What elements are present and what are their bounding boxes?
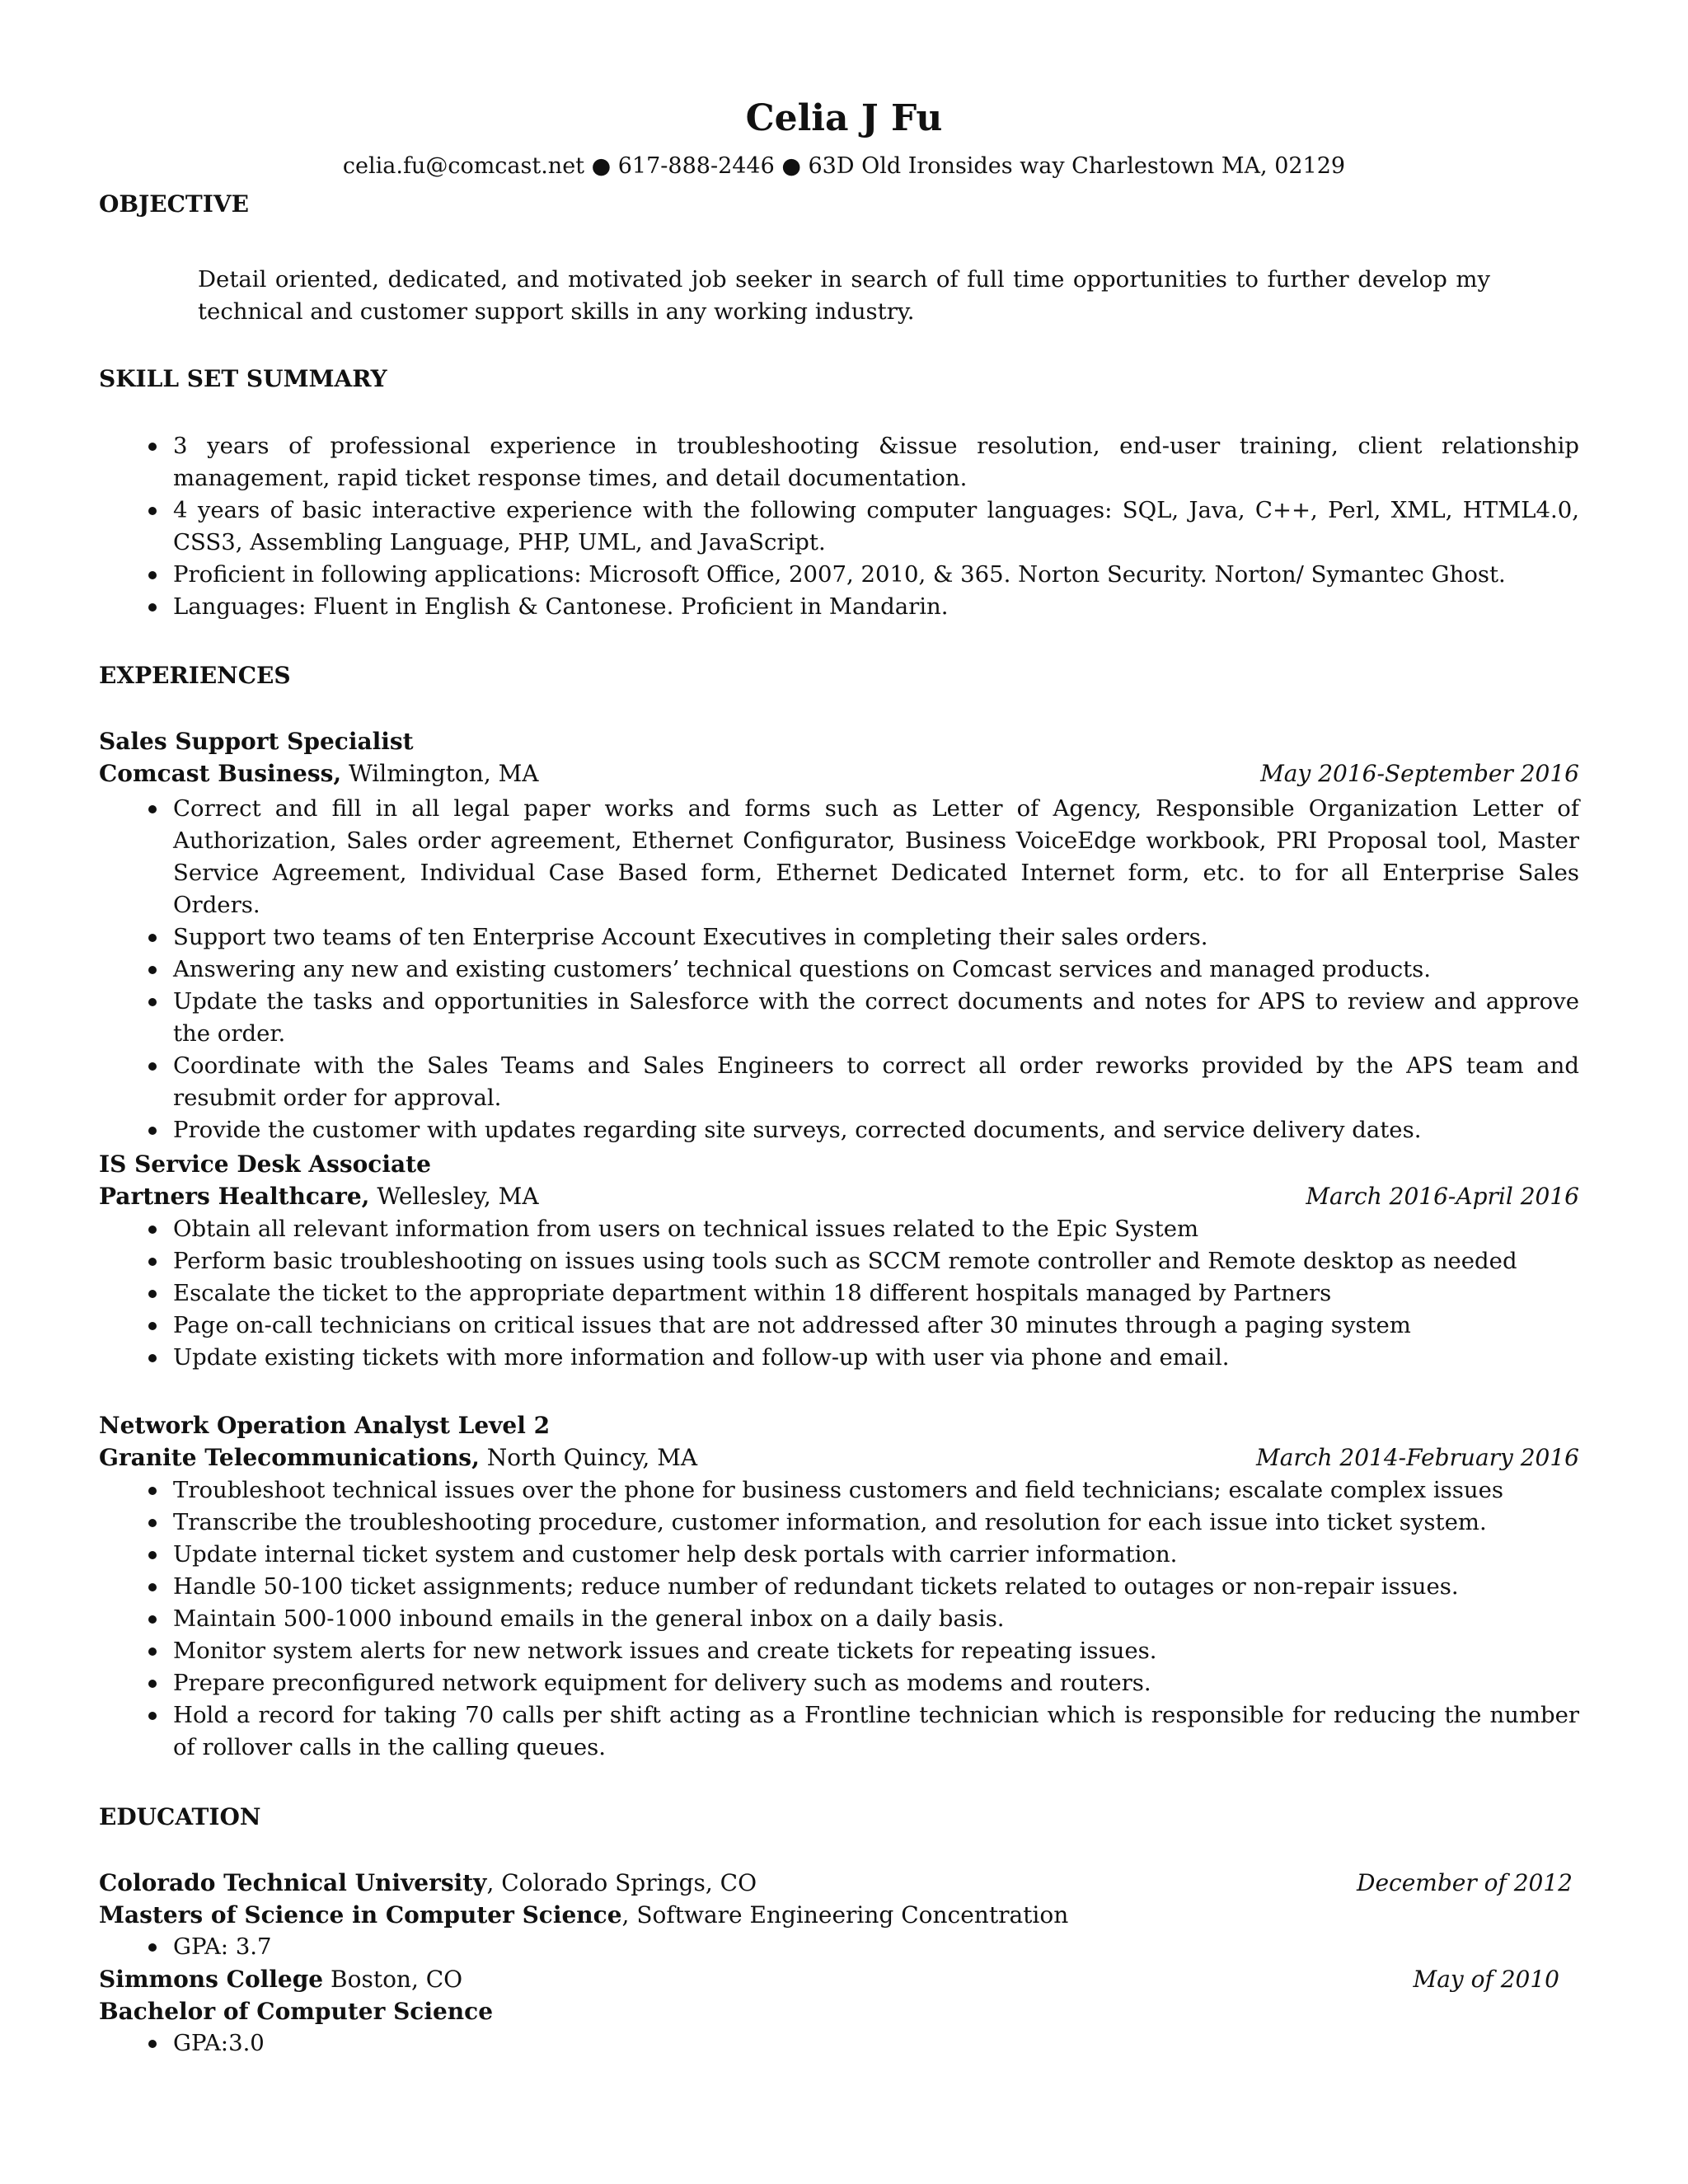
list-item: Page on-call technicians on critical issues that are not addressed after 30 minutes through a paging system bbox=[145, 1310, 1579, 1342]
degree-row bbox=[99, 1899, 1579, 1932]
graduation-date: December of 2012 bbox=[1357, 1869, 1573, 1896]
school-location: Boston, CO bbox=[323, 1966, 463, 1993]
bullet-icon bbox=[148, 998, 157, 1006]
bullet-icon bbox=[148, 1583, 157, 1591]
list-item: GPA:3.0 bbox=[145, 2027, 1579, 2060]
list-item: Update the tasks and opportunities in Salesforce with the correct documents and notes for APS to review and approve the order. bbox=[145, 986, 1579, 1050]
education-heading: EDUCATION bbox=[99, 1803, 261, 1830]
list-item: Proficient in following applications: Microsoft Office, 2007, 2010, & 365. Norton Security. Norton/ Symantec Ghost. bbox=[145, 559, 1579, 591]
list-item: Prepare preconfigured network equipment for delivery such as modems and routers. bbox=[145, 1667, 1579, 1699]
bullet-icon bbox=[148, 443, 157, 451]
school-name: Colorado Technical University bbox=[99, 1869, 487, 1896]
bullet-icon bbox=[148, 1615, 157, 1624]
list-item: Obtain all relevant information from users on technical issues related to the Epic System bbox=[145, 1213, 1579, 1245]
bullet-icon bbox=[148, 603, 157, 612]
list-item: Correct and fill in all legal paper works and forms such as Letter of Agency, Responsible Organization Letter of Authorization, Sales order agreement, Ethernet Configurator, Business VoiceEdge workbook, PRI Proposal tool, Master Service Agreement, Individual Case Based form, Ethernet Dedicated Internet form, etc. to for all Enterprise Sales Orders. bbox=[145, 793, 1579, 921]
list-item: Languages: Fluent in English & Cantonese. Proficient in Mandarin. bbox=[145, 591, 1579, 623]
list-item: Perform basic troubleshooting on issues using tools such as SCCM remote controller and Remote desktop as needed bbox=[145, 1245, 1579, 1277]
list-item: 4 years of basic interactive experience with the following computer languages: SQL, Java, C++, Perl, XML, HTML4.0, CSS3, Assembling Language, PHP, UML, and JavaScript. bbox=[145, 494, 1579, 559]
bullet-icon bbox=[148, 2040, 157, 2048]
job-title: Sales Support Specialist bbox=[99, 728, 414, 755]
list-item: Monitor system alerts for new network issues and create tickets for repeating issues. bbox=[145, 1635, 1579, 1667]
objective-text: Detail oriented, dedicated, and motivated job seeker in search of full time opportunities to further develop my technical and customer support skills in any working industry. bbox=[198, 266, 1490, 325]
job-duties-list bbox=[145, 1213, 1579, 1374]
bullet-icon bbox=[148, 571, 157, 579]
job-duties-list bbox=[145, 1474, 1579, 1764]
list-item: Handle 50-100 ticket assignments; reduce number of redundant tickets related to outages or non-repair issues. bbox=[145, 1571, 1579, 1603]
list-item: Troubleshoot technical issues over the phone for business customers and field technicians; escalate complex issues bbox=[145, 1474, 1579, 1507]
degree-row bbox=[99, 1995, 1579, 2028]
school-row bbox=[99, 1963, 1559, 1996]
job-title: Network Operation Analyst Level 2 bbox=[99, 1412, 551, 1439]
company-name: Partners Healthcare, bbox=[99, 1183, 370, 1210]
job-location: Wilmington, MA bbox=[341, 760, 539, 787]
skills-list bbox=[145, 430, 1579, 623]
job-employer-row bbox=[99, 1441, 1579, 1474]
list-item: 3 years of professional experience in troubleshooting &issue resolution, end-user training, client relationship management, rapid ticket response times, and detail documentation. bbox=[145, 430, 1579, 494]
list-item: GPA: 3.7 bbox=[145, 1931, 1579, 1963]
list-item: Support two teams of ten Enterprise Account Executives in completing their sales orders. bbox=[145, 921, 1579, 954]
list-item: Escalate the ticket to the appropriate department within 18 different hospitals managed by Partners bbox=[145, 1277, 1579, 1310]
objective-heading: OBJECTIVE bbox=[99, 190, 249, 218]
bullet-icon bbox=[148, 1943, 157, 1952]
list-item: Transcribe the troubleshooting procedure, customer information, and resolution for each issue into ticket system. bbox=[145, 1507, 1579, 1539]
bullet-icon bbox=[148, 1127, 157, 1135]
job-duties-list bbox=[145, 793, 1579, 1146]
school-name: Simmons College bbox=[99, 1966, 324, 1993]
job-location: Wellesley, MA bbox=[369, 1183, 539, 1210]
bullet-icon bbox=[148, 1062, 157, 1071]
bullet-icon bbox=[148, 1487, 157, 1495]
job-employer-row bbox=[99, 1180, 1579, 1213]
degree-concentration: , Software Engineering Concentration bbox=[621, 1901, 1069, 1929]
contact-line: celia.fu@comcast.net ● 617-888-2446 ● 63D Old Ironsides way Charlestown MA, 02129 bbox=[342, 153, 1346, 179]
candidate-name: Celia J Fu bbox=[745, 97, 943, 139]
bullet-icon bbox=[148, 507, 157, 515]
bullet-icon bbox=[148, 805, 157, 813]
bullet-icon bbox=[148, 1226, 157, 1234]
gpa-list bbox=[145, 2027, 1579, 2060]
company-name: Granite Telecommunications, bbox=[99, 1444, 480, 1471]
bullet-icon bbox=[148, 1519, 157, 1527]
job-title: IS Service Desk Associate bbox=[99, 1151, 431, 1178]
experiences-heading: EXPERIENCES bbox=[99, 662, 291, 689]
list-item: Maintain 500-1000 inbound emails in the general inbox on a daily basis. bbox=[145, 1603, 1579, 1635]
job-location: North Quincy, MA bbox=[479, 1444, 698, 1471]
list-item: Provide the customer with updates regarding site surveys, corrected documents, and service delivery dates. bbox=[145, 1114, 1579, 1146]
job-dates: March 2016-April 2016 bbox=[1306, 1183, 1579, 1210]
bullet-icon bbox=[148, 1680, 157, 1688]
skills-heading: SKILL SET SUMMARY bbox=[99, 365, 387, 392]
school-row bbox=[99, 1867, 1573, 1900]
gpa-list bbox=[145, 1931, 1579, 1963]
bullet-icon bbox=[148, 1647, 157, 1656]
school-location: , Colorado Springs, CO bbox=[486, 1869, 757, 1896]
bullet-icon bbox=[148, 1290, 157, 1298]
bullet-icon bbox=[148, 1258, 157, 1266]
list-item: Coordinate with the Sales Teams and Sales Engineers to correct all order reworks provided by the APS team and resubmit order for approval. bbox=[145, 1050, 1579, 1114]
job-dates: March 2014-February 2016 bbox=[1256, 1444, 1579, 1471]
bullet-icon bbox=[148, 1712, 157, 1720]
bullet-icon bbox=[148, 1322, 157, 1330]
bullet-icon bbox=[148, 1354, 157, 1362]
job-dates: May 2016-September 2016 bbox=[1260, 760, 1579, 787]
bullet-icon bbox=[148, 1551, 157, 1559]
degree-name: Masters of Science in Computer Science bbox=[99, 1901, 622, 1929]
graduation-date: May of 2010 bbox=[1413, 1966, 1559, 1993]
list-item: Update existing tickets with more information and follow-up with user via phone and email. bbox=[145, 1342, 1579, 1374]
job-employer-row bbox=[99, 757, 1579, 790]
list-item: Hold a record for taking 70 calls per shift acting as a Frontline technician which is responsible for reducing the number of rollover calls in the calling queues. bbox=[145, 1699, 1579, 1764]
list-item: Update internal ticket system and customer help desk portals with carrier information. bbox=[145, 1539, 1579, 1571]
degree-name: Bachelor of Computer Science bbox=[99, 1998, 494, 2025]
bullet-icon bbox=[148, 966, 157, 974]
company-name: Comcast Business, bbox=[99, 760, 342, 787]
bullet-icon bbox=[148, 934, 157, 942]
list-item: Answering any new and existing customers’ technical questions on Comcast services and managed products. bbox=[145, 954, 1579, 986]
